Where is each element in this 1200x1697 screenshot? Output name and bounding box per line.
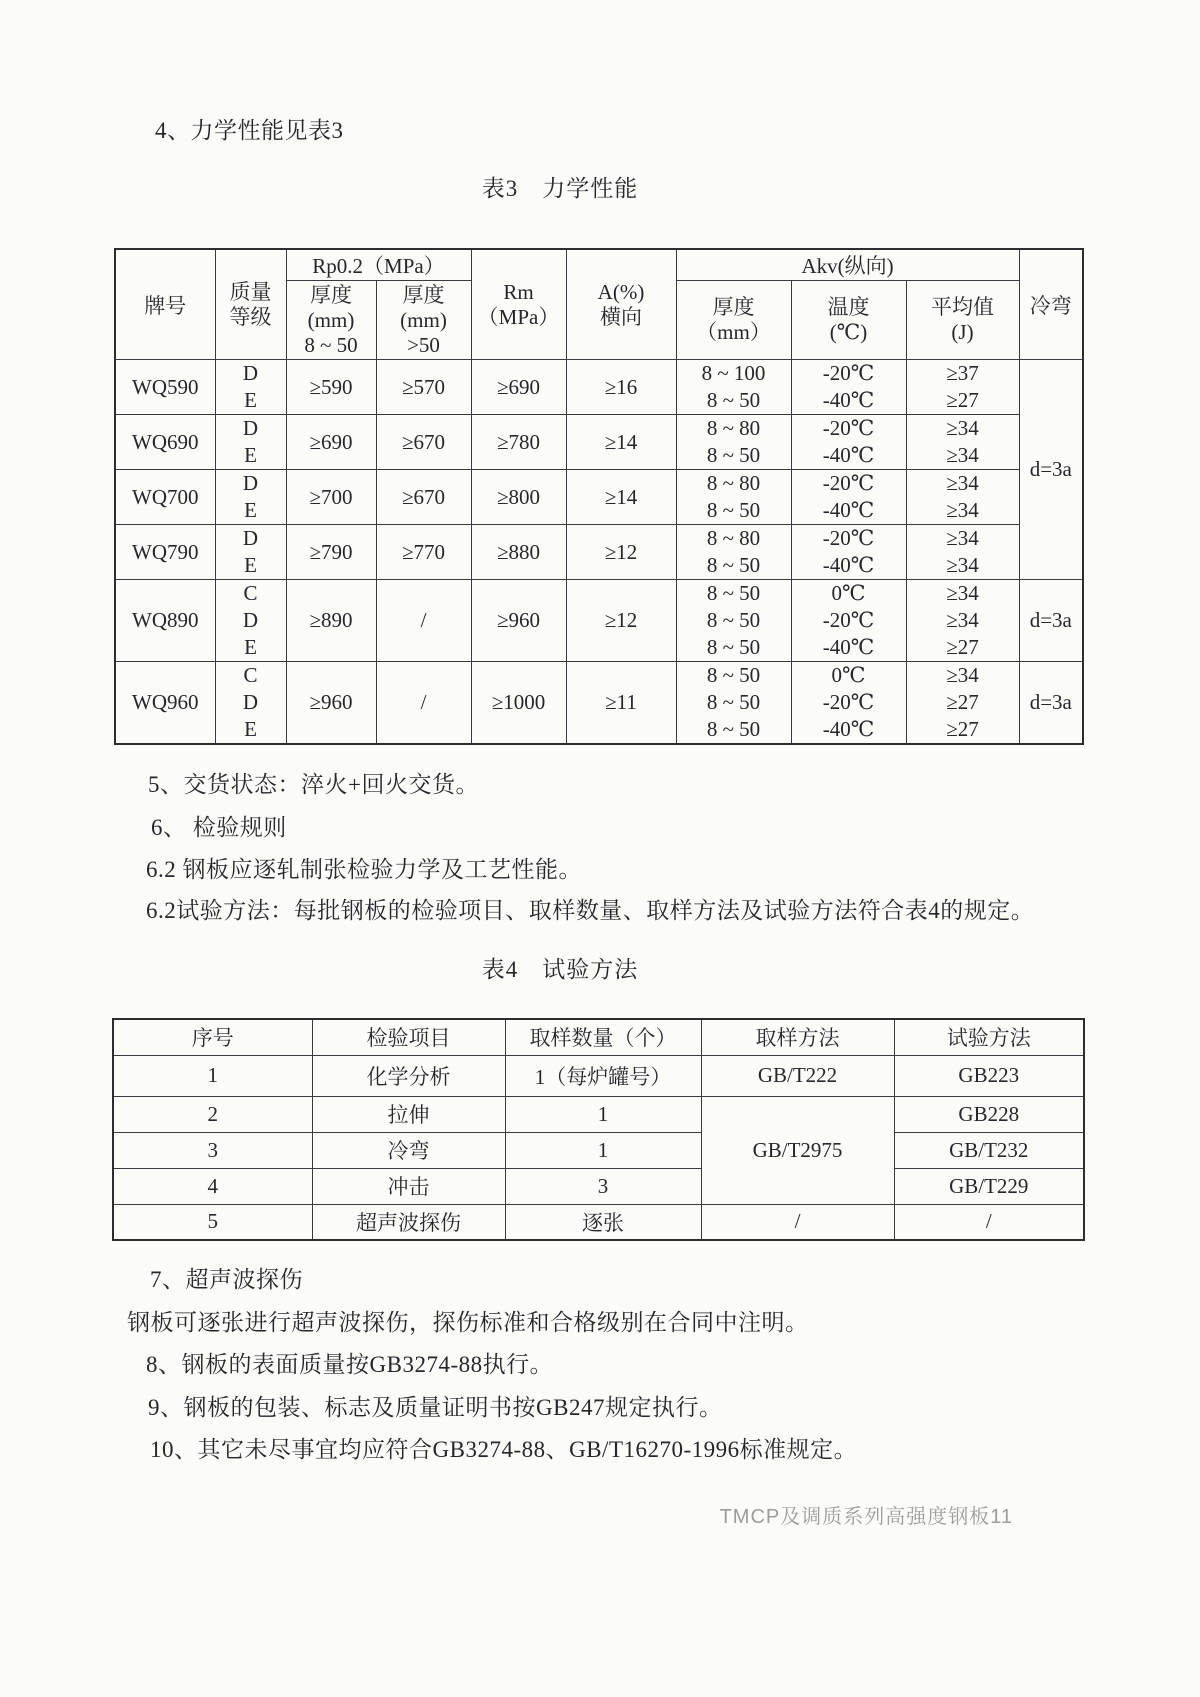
- cell-rp-gt50: /: [376, 662, 471, 745]
- cell-akv-thickness: 8 ~ 50 8 ~ 50 8 ~ 50: [676, 580, 791, 662]
- cell-grade: WQ790: [115, 525, 215, 580]
- cell-rm: ≥1000: [471, 662, 566, 745]
- col-header-cold-bend: 冷弯: [1019, 249, 1083, 360]
- cell-sampling: GB/T222: [701, 1055, 894, 1096]
- col-header-sampling-method: 取样方法: [701, 1019, 894, 1055]
- col-header-akv: Akv(纵向): [676, 249, 1019, 281]
- col-header-rp-thickness-850: 厚度 (mm) 8 ~ 50: [286, 281, 376, 360]
- cell-akv-avg: ≥34 ≥34: [906, 415, 1019, 470]
- cell-rm: ≥880: [471, 525, 566, 580]
- cell-item: 冲击: [312, 1168, 505, 1204]
- cell-quality: D E: [215, 470, 286, 525]
- cell-test: GB223: [894, 1055, 1084, 1096]
- cell-quality: C D E: [215, 580, 286, 662]
- table-row: [115, 415, 1083, 470]
- cell-akv-thickness: 8 ~ 80 8 ~ 50: [676, 525, 791, 580]
- cell-elongation: ≥14: [566, 415, 676, 470]
- table3-mechanical-properties: [114, 248, 1084, 745]
- cell-test: GB228: [894, 1096, 1084, 1132]
- cell-akv-temp: 0℃ -20℃ -40℃: [791, 580, 906, 662]
- cell-sampling: /: [701, 1204, 894, 1240]
- note-ultrasonic-heading: 7、超声波探伤: [150, 1267, 303, 1292]
- note-delivery-state: 5、交货状态：淬火+回火交货。: [148, 772, 479, 797]
- col-header-elongation: A(%) 横向: [566, 249, 676, 360]
- cell-cold-bend: d=3a: [1019, 662, 1083, 745]
- cell-akv-thickness: 8 ~ 100 8 ~ 50: [676, 360, 791, 415]
- col-header-akv-temperature: 温度 (℃): [791, 281, 906, 360]
- cell-rp-gt50: ≥770: [376, 525, 471, 580]
- cell-quality: D E: [215, 360, 286, 415]
- section-4-heading: 4、力学性能见表3: [155, 118, 344, 143]
- cell-item: 拉伸: [312, 1096, 505, 1132]
- cell-no: 2: [113, 1096, 312, 1132]
- col-header-grade: 牌号: [115, 249, 215, 360]
- cell-elongation: ≥14: [566, 470, 676, 525]
- cell-rp-gt50: ≥570: [376, 360, 471, 415]
- note-ultrasonic-body: 钢板可逐张进行超声波探伤，探伤标准和合格级别在合同中注明。: [127, 1310, 809, 1335]
- col-header-rp02: Rp0.2（MPa）: [286, 249, 471, 281]
- cell-no: 3: [113, 1132, 312, 1168]
- cell-elongation: ≥16: [566, 360, 676, 415]
- table-row: [113, 1055, 1084, 1096]
- col-header-test-method: 试验方法: [894, 1019, 1084, 1055]
- col-header-rm: Rm （MPa）: [471, 249, 566, 360]
- cell-akv-thickness: 8 ~ 50 8 ~ 50 8 ~ 50: [676, 662, 791, 745]
- table4-test-methods: [112, 1018, 1085, 1241]
- table4-caption: 表4 试验方法: [481, 957, 639, 982]
- cell-sampling: GB/T2975: [701, 1096, 894, 1204]
- cell-item: 超声波探伤: [312, 1204, 505, 1240]
- cell-qty: 1: [505, 1132, 701, 1168]
- table-row: [115, 662, 1083, 745]
- cell-akv-thickness: 8 ~ 80 8 ~ 50: [676, 415, 791, 470]
- note-62b: 6.2试验方法：每批钢板的检验项目、取样数量、取样方法及试验方法符合表4的规定。: [146, 898, 1035, 923]
- cell-qty: 3: [505, 1168, 701, 1204]
- cell-rp-850: ≥690: [286, 415, 376, 470]
- cell-grade: WQ700: [115, 470, 215, 525]
- cell-elongation: ≥11: [566, 662, 676, 745]
- cell-akv-temp: -20℃ -40℃: [791, 360, 906, 415]
- col-header-akv-average: 平均值 (J): [906, 281, 1019, 360]
- table-row: [115, 525, 1083, 580]
- cell-qty: 逐张: [505, 1204, 701, 1240]
- cell-akv-avg: ≥34 ≥34: [906, 525, 1019, 580]
- cell-elongation: ≥12: [566, 525, 676, 580]
- cell-rp-850: ≥590: [286, 360, 376, 415]
- table-row: [113, 1132, 1084, 1168]
- cell-rp-gt50: ≥670: [376, 415, 471, 470]
- cell-akv-avg: ≥34 ≥27 ≥27: [906, 662, 1019, 745]
- cell-rm: ≥780: [471, 415, 566, 470]
- cell-rp-850: ≥700: [286, 470, 376, 525]
- cell-rp-850: ≥790: [286, 525, 376, 580]
- note-inspection-rules: 6、 检验规则: [151, 815, 287, 840]
- cell-grade: WQ590: [115, 360, 215, 415]
- col-header-sample-qty: 取样数量（个）: [505, 1019, 701, 1055]
- table-row: [113, 1096, 1084, 1132]
- cell-test: GB/T229: [894, 1168, 1084, 1204]
- cell-rp-gt50: /: [376, 580, 471, 662]
- cell-rp-gt50: ≥670: [376, 470, 471, 525]
- cell-akv-temp: -20℃ -40℃: [791, 525, 906, 580]
- cell-akv-temp: 0℃ -20℃ -40℃: [791, 662, 906, 745]
- cell-no: 1: [113, 1055, 312, 1096]
- table-row: [113, 1168, 1084, 1204]
- table-row: [115, 470, 1083, 525]
- cell-akv-temp: -20℃ -40℃: [791, 470, 906, 525]
- cell-qty: 1: [505, 1096, 701, 1132]
- cell-item: 化学分析: [312, 1055, 505, 1096]
- cell-rm: ≥960: [471, 580, 566, 662]
- table-row: [115, 360, 1083, 415]
- note-other-matters: 10、其它未尽事宜均应符合GB3274-88、GB/T16270-1996标准规定。: [150, 1437, 858, 1462]
- cell-test: GB/T232: [894, 1132, 1084, 1168]
- col-header-rp-thickness-gt50: 厚度 (mm) >50: [376, 281, 471, 360]
- page-footer: TMCP及调质系列高强度钢板11: [719, 1506, 1013, 1528]
- cell-akv-avg: ≥34 ≥34 ≥27: [906, 580, 1019, 662]
- cell-cold-bend: d=3a: [1019, 360, 1083, 580]
- col-header-inspection-item: 检验项目: [312, 1019, 505, 1055]
- cell-grade: WQ960: [115, 662, 215, 745]
- note-surface-quality: 8、钢板的表面质量按GB3274-88执行。: [146, 1352, 554, 1377]
- cell-quality: D E: [215, 525, 286, 580]
- cell-akv-thickness: 8 ~ 80 8 ~ 50: [676, 470, 791, 525]
- col-header-akv-thickness: 厚度 （mm）: [676, 281, 791, 360]
- note-62a: 6.2 钢板应逐轧制张检验力学及工艺性能。: [146, 857, 582, 882]
- cell-elongation: ≥12: [566, 580, 676, 662]
- cell-akv-avg: ≥34 ≥34: [906, 470, 1019, 525]
- cell-quality: C D E: [215, 662, 286, 745]
- col-header-no: 序号: [113, 1019, 312, 1055]
- cell-cold-bend: d=3a: [1019, 580, 1083, 662]
- table-row: [115, 580, 1083, 662]
- cell-akv-avg: ≥37 ≥27: [906, 360, 1019, 415]
- cell-test: /: [894, 1204, 1084, 1240]
- cell-qty: 1（每炉罐号）: [505, 1055, 701, 1096]
- cell-no: 4: [113, 1168, 312, 1204]
- cell-akv-temp: -20℃ -40℃: [791, 415, 906, 470]
- note-packaging: 9、钢板的包装、标志及质量证明书按GB247规定执行。: [148, 1395, 723, 1420]
- table3-caption: 表3 力学性能: [481, 176, 639, 201]
- cell-rm: ≥800: [471, 470, 566, 525]
- cell-quality: D E: [215, 415, 286, 470]
- cell-rp-850: ≥890: [286, 580, 376, 662]
- col-header-quality: 质量 等级: [215, 249, 286, 360]
- cell-grade: WQ890: [115, 580, 215, 662]
- cell-item: 冷弯: [312, 1132, 505, 1168]
- table-row: [113, 1204, 1084, 1240]
- cell-grade: WQ690: [115, 415, 215, 470]
- cell-no: 5: [113, 1204, 312, 1240]
- cell-rm: ≥690: [471, 360, 566, 415]
- cell-rp-850: ≥960: [286, 662, 376, 745]
